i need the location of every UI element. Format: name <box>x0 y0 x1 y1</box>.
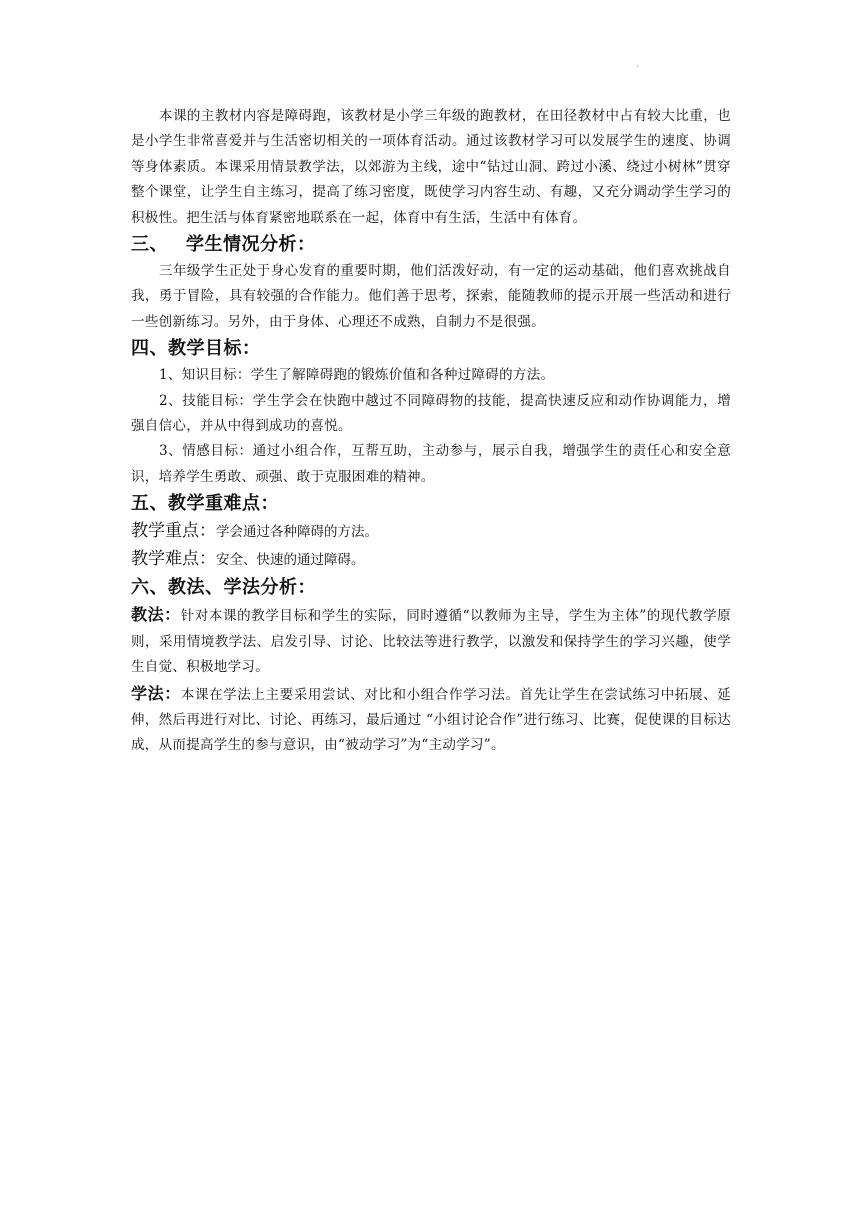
key-point-text: 学会通过各种障碍的方法。 <box>216 524 378 541</box>
learning-method-paragraph <box>131 681 731 759</box>
section-3-heading <box>131 231 731 259</box>
difficult-point-line <box>131 546 731 574</box>
intro-paragraph: 本课的主教材内容是障碍跑，该教材是小学三年级的跑教材，在田径教材中占有较大比重，也是小学生非常喜爱并与生活密切相关的一项体育活动。通过该教材学习可以发展学生的速度、协调等身体素质。本课采用情景教学法，以郊游为主线，途中“钻过山洞、跨过小溪、绕过小树林”贯穿整个课堂，让学生自主练习，提高了练习密度，既使学习内容生动、有趣，又充分调动学生学习的积极性。把生活与体育紧密地联系在一起，体育中有生活，生活中有体育。 <box>131 108 731 226</box>
difficult-point-text: 安全、快速的通过障碍。 <box>216 552 365 569</box>
section-6-heading: 六、教法、学法分析： <box>131 577 316 599</box>
section-4-heading: 四、教学目标： <box>131 338 261 360</box>
objective-emotion: 3、情感目标：通过小组合作，互帮互助，主动参与，展示自我，增强学生的责任心和安全意识，培养学生勇敢、顽强、敢于克服困难的精神。 <box>131 443 731 485</box>
objective-knowledge: 1、知识目标：学生了解障碍跑的锻炼价值和各种过障碍的方法。 <box>159 367 555 384</box>
section-3-body: 三年级学生正处于身心发育的重要时期，他们活泼好动，有一定的运动基础，他们喜欢挑战自我，勇于冒险，具有较强的合作能力。他们善于思考，探索，能随教师的提示开展一些活动和进行一些创新练习。另外，由于身体、心理还不成熟，自制力不是很强。 <box>131 263 731 330</box>
teaching-method-paragraph <box>131 602 731 680</box>
section-5-heading: 五、教学重难点： <box>131 493 279 515</box>
key-point-label: 教学重点： <box>131 521 216 542</box>
learning-method-label: 学法： <box>131 683 181 703</box>
teaching-method-label: 教法： <box>131 605 181 625</box>
document-page <box>131 104 731 759</box>
section-3-number: 三、 <box>131 234 168 256</box>
learning-method-text: 本课在学法上主要采用尝试、对比和小组合作学习法。首先让学生在尝试练习中拓展、延伸，然后再进行对比、讨论、再练习，最后通过 “小组讨论合作”进行练习、比赛，促使课的目标达成，从而提高学生的参与意识，由“被动学习”为“主动学习”。 <box>131 686 731 754</box>
difficult-point-label: 教学难点： <box>131 549 216 570</box>
section-3-title: 学生情况分析： <box>186 234 316 256</box>
key-point-line <box>131 518 731 546</box>
header-dot: · <box>636 62 639 71</box>
objective-skill: 2、技能目标：学生学会在快跑中越过不同障碍物的技能，提高快速反应和动作协调能力，增强自信心，并从中得到成功的喜悦。 <box>131 392 731 435</box>
teaching-method-text: 针对本课的教学目标和学生的实际，同时遵循“以教师为主导，学生为主体”的现代教学原则，采用情境教学法、启发引导、讨论、比较法等进行教学，以激发和保持学生的学习兴趣，使学生自觉、积极地学习。 <box>131 608 731 676</box>
